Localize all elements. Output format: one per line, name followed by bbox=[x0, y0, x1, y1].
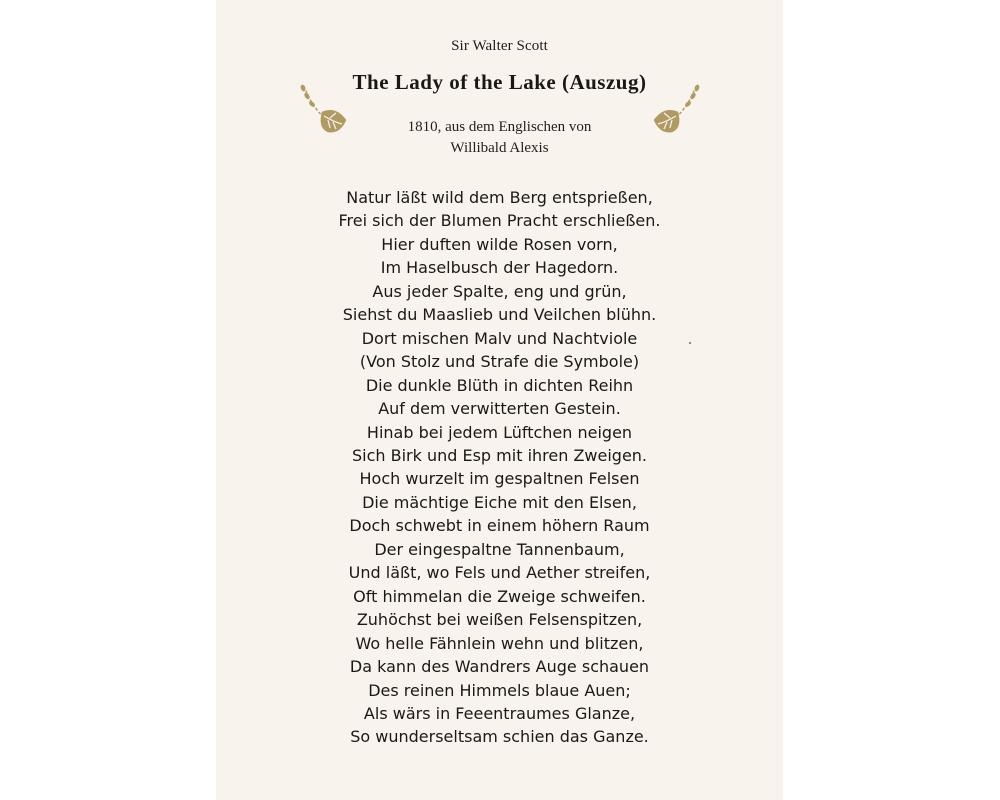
poem-line: Dort mischen Malv und Nachtviole bbox=[361, 328, 638, 348]
speck-dot bbox=[689, 342, 691, 344]
poem-line: Die mächtige Eiche mit den Elsen, bbox=[362, 492, 637, 512]
poem-line: Im Haselbusch der Hagedorn. bbox=[380, 258, 619, 278]
poem-line: Des reinen Himmels blaue Auen; bbox=[368, 680, 631, 700]
poem-line: Zuhöchst bei weißen Felsenspitzen, bbox=[356, 610, 643, 630]
poem-line: Hier duften wilde Rosen vorn, bbox=[381, 234, 618, 254]
subtitle-line: 1810, aus dem Englischen von bbox=[407, 119, 592, 135]
poem-subtitle bbox=[216, 117, 783, 159]
poem-page bbox=[216, 0, 783, 800]
poem-line: So wunderseltsam schien das Ganze. bbox=[350, 727, 649, 747]
poem-line: Sich Birk und Esp mit ihren Zweigen. bbox=[351, 445, 648, 465]
subtitle-line: Willibald Alexis bbox=[450, 140, 549, 156]
poem-line: Siehst du Maaslieb und Veilchen blühn. bbox=[342, 305, 657, 325]
poem-line: Hinab bei jedem Lüftchen neigen bbox=[366, 422, 633, 442]
poem-line: Da kann des Wandrers Auge schauen bbox=[349, 657, 650, 677]
poem-line: Frei sich der Blumen Pracht erschließen. bbox=[338, 211, 661, 231]
poem-line: (Von Stolz und Strafe die Symbole) bbox=[359, 352, 640, 372]
poem-body bbox=[216, 186, 783, 749]
poem-line: Der eingespaltne Tannenbaum, bbox=[374, 539, 625, 559]
poem-line: Wo helle Fähnlein wehn und blitzen, bbox=[355, 633, 644, 653]
poem-line: Doch schwebt in einem höhern Raum bbox=[349, 516, 650, 536]
poem-line: Aus jeder Spalte, eng und grün, bbox=[372, 281, 627, 301]
poem-line: Als wärs in Feeentraumes Glanze, bbox=[363, 703, 636, 723]
poem-line: Auf dem verwitterten Gestein. bbox=[378, 399, 621, 419]
poem-line: Natur läßt wild dem Berg entsprießen, bbox=[346, 188, 653, 207]
poem-line: Und läßt, wo Fels und Aether streifen, bbox=[348, 563, 651, 583]
poem-line: Oft himmelan die Zweige schweifen. bbox=[353, 586, 646, 606]
poem-line: Die dunkle Blüth in dichten Reihn bbox=[365, 375, 634, 395]
poem-title: The Lady of the Lake (Auszug) bbox=[352, 70, 647, 94]
author-name: Sir Walter Scott bbox=[451, 38, 548, 54]
poem-line: Hoch wurzelt im gespaltnen Felsen bbox=[359, 469, 640, 489]
